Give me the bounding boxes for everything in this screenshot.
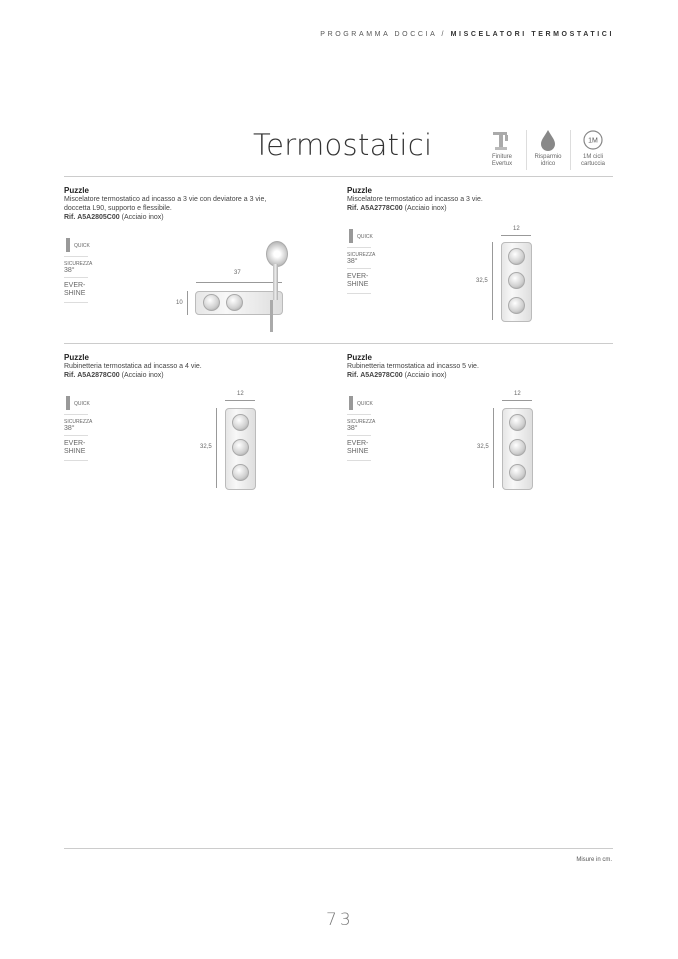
evershine-icon [347,269,371,294]
quick-icon [64,236,88,257]
product-name: Puzzle [347,353,372,362]
badge-water-line1: Risparmio [534,154,562,160]
water-drop-icon [528,128,568,152]
product-card [347,186,607,213]
evershine-icon [64,436,88,461]
dimension-height: 32,5 [477,444,489,450]
ref-code: A5A2878C00 [77,372,120,379]
cartridge-symbol: 1M [588,137,598,145]
finish: (Acciaio inox) [404,205,447,212]
finish: (Acciaio inox) [404,372,447,379]
knob [508,297,525,314]
dimension-height: 10 [176,300,183,306]
badge-finishes-line2: Evertux [491,161,513,167]
badge-water-saving [528,128,568,168]
badge-cartridge-line1: 1M cicli [582,154,603,160]
dimension-line [493,408,494,488]
ref-code: A5A2805C00 [77,214,120,221]
page-title: Termostatici [253,128,433,162]
product-desc-1: Rubinetteria termostatica ad incasso a 4 vie. [64,363,202,370]
quick-label: QUICK [357,401,373,407]
footer-note: Misure in cm. [576,857,612,863]
product-name: Puzzle [64,353,89,362]
safety-icon [347,248,376,269]
dimension-line [225,400,255,401]
dimension-width: 37 [234,270,241,276]
safety-label: SICUREZZA [64,419,93,425]
safety-icon [347,415,376,436]
ref-code: A5A2978C00 [360,372,403,379]
evershine-icon [347,436,371,461]
knob [232,414,249,431]
product-desc-1: Miscelatore termostatico ad incasso a 3 vie. [347,196,483,203]
evershine-1: EVER- [347,273,369,280]
badge-cartridge-line2: cartuccia [580,161,605,167]
evershine-2: SHINE [64,448,86,455]
product-desc-2: doccetta L90, supporto e flessibile. [64,205,172,212]
evershine-icon [64,278,88,303]
page-number: 73 [326,910,354,930]
knob [232,464,249,481]
faucet-icon [482,128,522,152]
feature-icons [64,394,93,461]
knob [509,439,526,456]
knob [508,248,525,265]
safety-label: SICUREZZA [64,261,93,267]
safety-icon [64,415,93,436]
knob [508,272,525,289]
breadcrumb [320,31,614,38]
knob [226,294,243,311]
quick-icon [64,394,88,415]
divider [526,130,527,170]
dimension-line [501,235,531,236]
dimension-width: 12 [513,226,520,232]
product-name: Puzzle [64,186,89,195]
badge-cartridge [573,128,613,168]
knob [509,464,526,481]
dimension-width: 12 [237,391,244,397]
safety-label: SICUREZZA [347,419,376,425]
knob [509,414,526,431]
product-desc-1: Rubinetteria termostatica ad incasso 5 vie. [347,363,479,370]
quick-label: QUICK [74,401,90,407]
dimension-line [502,400,532,401]
badge-finishes-line1: Finiture [491,154,512,160]
finish: (Acciaio inox) [121,214,164,221]
safety-temp: 38° [347,258,358,265]
divider [570,130,571,170]
breadcrumb-section: PROGRAMMA DOCCIA [320,31,437,38]
header-rule [64,176,613,177]
footer-rule [64,848,613,849]
badge-finishes [482,128,522,168]
safety-icon [64,257,93,278]
dimension-height: 32,5 [200,444,212,450]
hand-shower-handle [273,264,278,300]
finish: (Acciaio inox) [121,372,164,379]
evershine-1: EVER- [64,440,86,447]
hose [270,300,273,332]
quick-label: QUICK [74,243,90,249]
safety-label: SICUREZZA [347,252,376,258]
evershine-1: EVER- [64,282,86,289]
dimension-line [492,242,493,320]
dimension-line [216,408,217,488]
section-rule [64,343,613,344]
product-card [64,353,314,380]
product-name: Puzzle [347,186,372,195]
safety-temp: 38° [64,425,75,432]
quick-label: QUICK [357,234,373,240]
evershine-1: EVER- [347,440,369,447]
evershine-2: SHINE [347,281,369,288]
knob [232,439,249,456]
dimension-width: 12 [514,391,521,397]
cartridge-cycles-icon [573,128,613,152]
safety-temp: 38° [347,425,358,432]
ref-label: Rif. [347,372,359,379]
evershine-2: SHINE [347,448,369,455]
evershine-2: SHINE [64,290,86,297]
ref-label: Rif. [347,205,359,212]
quick-icon [347,227,371,248]
dimension-height: 32,5 [476,278,488,284]
safety-temp: 38° [64,267,75,274]
product-card [347,353,607,380]
breadcrumb-subsection: MISCELATORI TERMOSTATICI [450,31,614,38]
badge-water-line2: idrico [540,161,556,167]
ref-label: Rif. [64,372,76,379]
feature-icons [64,236,93,303]
ref-label: Rif. [64,214,76,221]
dimension-line [196,282,282,283]
ref-code: A5A2778C00 [360,205,403,212]
dimension-line [187,291,188,315]
product-card [64,186,314,222]
knob [203,294,220,311]
breadcrumb-separator: / [436,31,451,38]
feature-icons [347,394,376,461]
quick-icon [347,394,371,415]
product-desc-1: Miscelatore termostatico ad incasso a 3 vie con deviatore a 3 vie, [64,196,267,203]
feature-icons [347,227,376,294]
